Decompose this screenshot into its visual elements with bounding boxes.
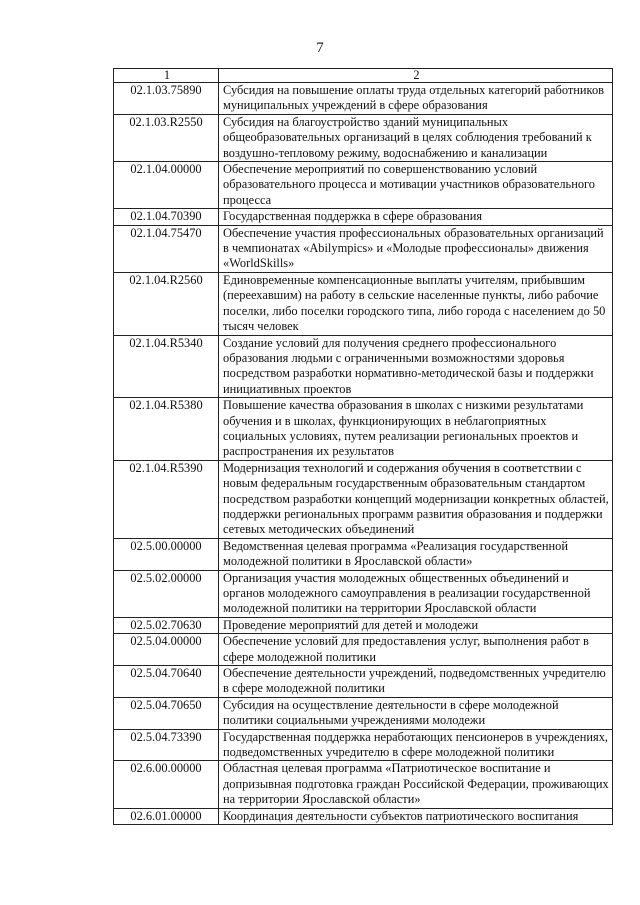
budget-code-cell: 02.5.04.70640 xyxy=(114,666,219,698)
table-row xyxy=(114,335,613,398)
budget-code-cell: 02.1.03.75890 xyxy=(114,83,219,115)
table-row xyxy=(114,538,613,570)
description-cell: Государственная поддержка неработающих пенсионеров в учреждениях, подведомственных учредителю в сфере молодежной политики xyxy=(219,729,613,761)
budget-code-cell: 02.1.04.R5390 xyxy=(114,460,219,538)
budget-code-cell: 02.5.02.70630 xyxy=(114,617,219,633)
description-cell: Повышение качества образования в школах с низкими результатами обучения и в школах, функционирующих в неблагоприятных социальных условиях, путем реализации региональных проектов и распространения их результатов xyxy=(219,398,613,461)
table-row xyxy=(114,666,613,698)
description-cell: Единовременные компенсационные выплаты учителям, прибывшим (переехавшим) на работу в сельские населенные пункты, либо рабочие поселки, либо поселки городского типа, либо города с населением до 50 тысяч человек xyxy=(219,272,613,335)
budget-code-cell: 02.1.04.R5340 xyxy=(114,335,219,398)
budget-code-cell: 02.6.00.00000 xyxy=(114,761,219,808)
table-row xyxy=(114,83,613,115)
table-row xyxy=(114,114,613,161)
table-row xyxy=(114,398,613,461)
budget-code-cell: 02.1.04.R5380 xyxy=(114,398,219,461)
column-header-2: 2 xyxy=(219,69,613,83)
description-cell: Обеспечение условий для предоставления услуг, выполнения работ в сфере молодежной политики xyxy=(219,634,613,666)
table-row xyxy=(114,225,613,272)
table-row xyxy=(114,729,613,761)
description-cell: Обеспечение мероприятий по совершенствованию условий образовательного процесса и мотивации участников образовательного процесса xyxy=(219,162,613,209)
table-row xyxy=(114,808,613,824)
budget-code-cell: 02.6.01.00000 xyxy=(114,808,219,824)
description-cell: Субсидия на благоустройство зданий муниципальных общеобразовательных организаций в целях соблюдения требований к воздушно-тепловому режиму, водоснабжению и канализации xyxy=(219,114,613,161)
table-row xyxy=(114,634,613,666)
budget-code-cell: 02.5.04.00000 xyxy=(114,634,219,666)
budget-code-cell: 02.5.02.00000 xyxy=(114,570,219,617)
table-row xyxy=(114,272,613,335)
table-row xyxy=(114,209,613,225)
budget-code-cell: 02.1.04.R2560 xyxy=(114,272,219,335)
table-row xyxy=(114,460,613,538)
description-cell: Координация деятельности субъектов патриотического воспитания xyxy=(219,808,613,824)
description-cell: Обеспечение деятельности учреждений, подведомственных учредителю в сфере молодежной политики xyxy=(219,666,613,698)
description-cell: Областная целевая программа «Патриотическое воспитание и допризывная подготовка граждан Российской Федерации, проживающих на территории Ярославской области» xyxy=(219,761,613,808)
table-row xyxy=(114,570,613,617)
table-row xyxy=(114,761,613,808)
table-row xyxy=(114,617,613,633)
budget-code-table xyxy=(113,68,613,825)
page-number: 7 xyxy=(316,40,324,56)
budget-code-cell: 02.1.04.70390 xyxy=(114,209,219,225)
description-cell: Субсидия на повышение оплаты труда отдельных категорий работников муниципальных учреждений в сфере образования xyxy=(219,83,613,115)
budget-code-cell: 02.5.00.00000 xyxy=(114,538,219,570)
table-header-row xyxy=(114,69,613,83)
description-cell: Ведомственная целевая программа «Реализация государственной молодежной политики в Ярославской области» xyxy=(219,538,613,570)
description-cell: Обеспечение участия профессиональных образовательных организаций в чемпионатах «Abilympics» и «Молодые профессионалы» движения «WorldSkills» xyxy=(219,225,613,272)
table-row xyxy=(114,162,613,209)
budget-code-cell: 02.1.04.00000 xyxy=(114,162,219,209)
budget-code-cell: 02.1.03.R2550 xyxy=(114,114,219,161)
description-cell: Создание условий для получения среднего профессионального образования людьми с ограниченными возможностями здоровья посредством разработки нормативно-методической базы и поддержки инициативных проектов xyxy=(219,335,613,398)
description-cell: Проведение мероприятий для детей и молодежи xyxy=(219,617,613,633)
description-cell: Модернизация технологий и содержания обучения в соответствии с новым федеральным государственным образовательным стандартом посредством разработки концепций модернизации конкретных областей, поддержки региональных программ развития образования и поддержки сетевых методических объединений xyxy=(219,460,613,538)
table-row xyxy=(114,697,613,729)
description-cell: Субсидия на осуществление деятельности в сфере молодежной политики социальными учреждениями молодежи xyxy=(219,697,613,729)
budget-code-cell: 02.5.04.73390 xyxy=(114,729,219,761)
description-cell: Организация участия молодежных общественных объединений и органов молодежного самоуправления в реализации государственной молодежной политики на территории Ярославской области xyxy=(219,570,613,617)
budget-code-cell: 02.5.04.70650 xyxy=(114,697,219,729)
column-header-1: 1 xyxy=(114,69,219,83)
budget-code-cell: 02.1.04.75470 xyxy=(114,225,219,272)
description-cell: Государственная поддержка в сфере образования xyxy=(219,209,613,225)
